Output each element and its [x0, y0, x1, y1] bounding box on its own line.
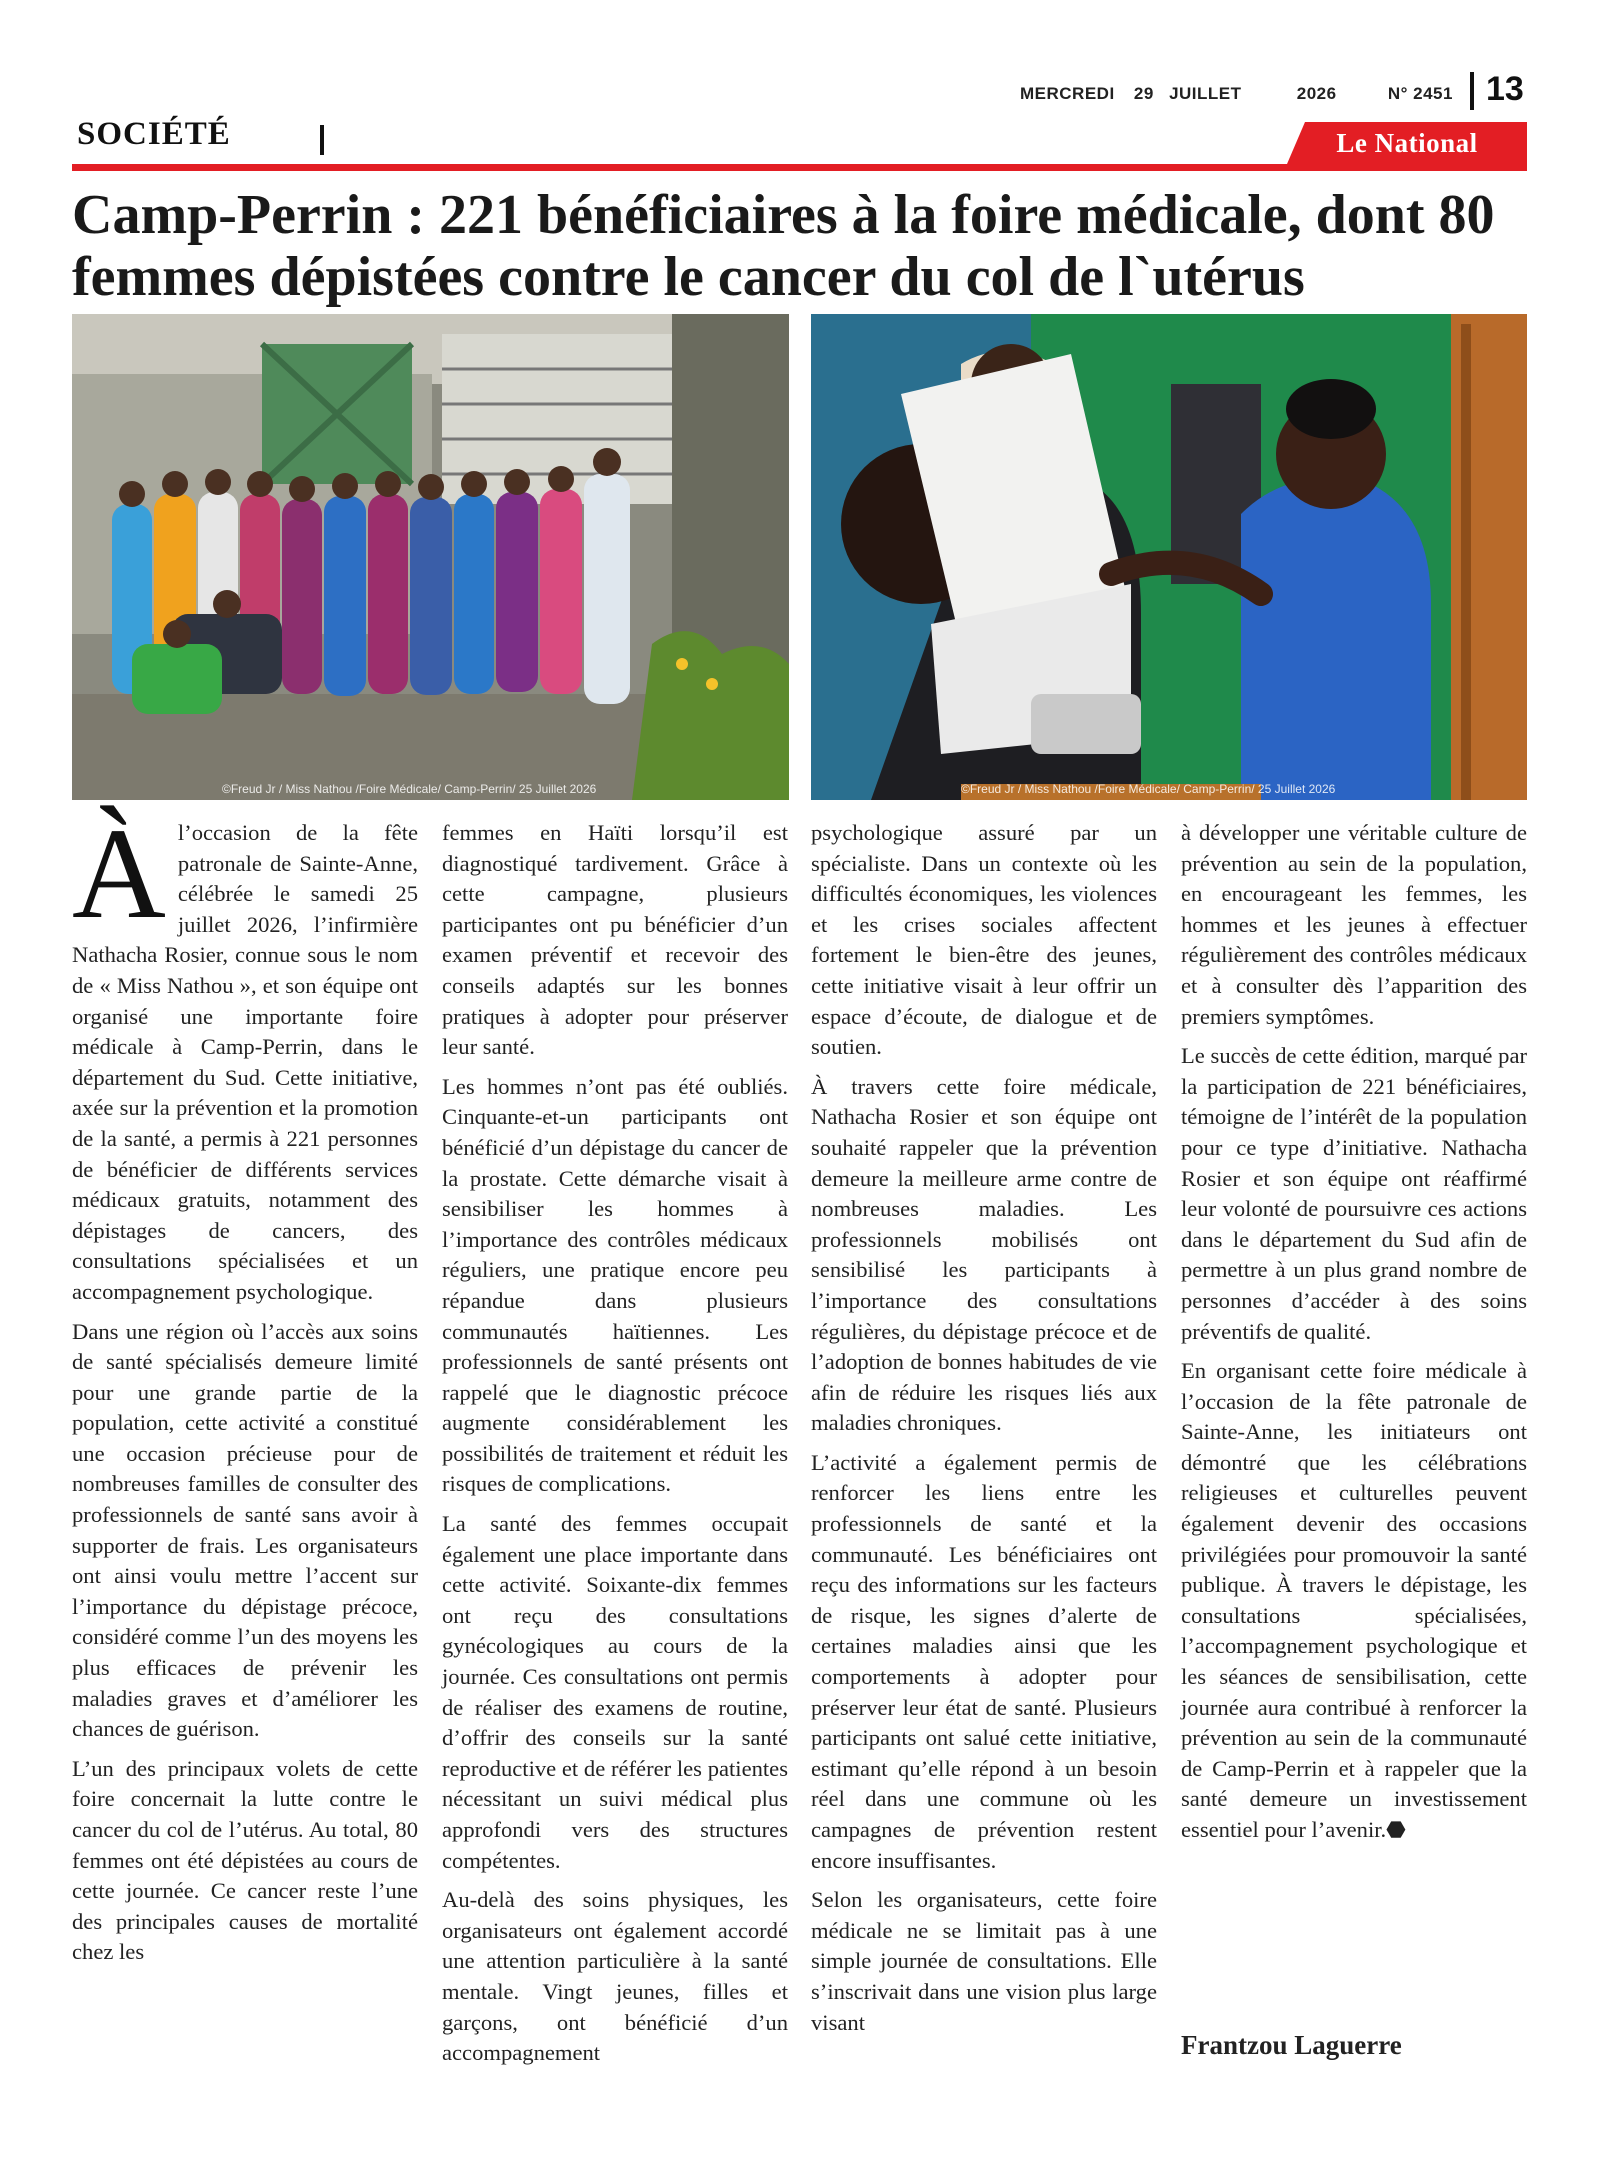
consultation-photo [811, 314, 1527, 800]
photo-credit: ©Freud Jr / Miss Nathou /Foire Médicale/ Camp-Perrin/ 25 Juillet 2026 [222, 782, 597, 796]
photo-credit: ©Freud Jr / Miss Nathou /Foire Médicale/ Camp-Perrin/ 25 Juillet 2026 [961, 782, 1336, 796]
page-number-divider [1470, 72, 1474, 110]
issue-day: MERCREDI [1020, 84, 1115, 103]
article-headline: Camp-Perrin : 221 bénéficiaires à la foire médicale, dont 80 femmes dépistées contre le cancer du col de l`utérus [72, 184, 1495, 308]
end-mark-icon: ⬣ [1386, 1817, 1406, 1842]
author-byline: Frantzou Laguerre [1181, 2030, 1402, 2060]
issue-year: 2026 [1296, 84, 1337, 103]
article-paragraph: Les hommes n’ont pas été oubliés. Cinquante-et-un participants ont bénéficié d’un dépistage du cancer de la prostate. Cette démarche visait à sensibiliser les hommes à l’importance des contrôles médicaux réguliers, une pratique encore peu répandue dans plusieurs communautés haïtiennes. Les professionnels de santé présents ont rappelé que le diagnostic précoce augmente considérablement les possibilités de traitement et réduit les risques de complications. [442, 1073, 788, 1497]
article-column-3 [811, 818, 1157, 2038]
issue-date [1020, 84, 1453, 104]
article-paragraph: L’activité a également permis de renforcer les liens entre les professionnels de santé et la communauté. Les bénéficiaires ont reçu des informations sur les facteurs de risque, les signes d’alerte de certaines maladies ainsi que les comportements à adopter pour préserver leur état de santé. Plusieurs participants ont salué cette initiative, estimant qu’elle répond à un besoin réel dans une commune où les campagnes de prévention restent encore insuffisantes. [811, 1449, 1157, 1873]
article-paragraph: femmes en Haïti lorsqu’il est diagnostiqué tardivement. Grâce à cette campagne, plusieurs participantes ont pu bénéficier d’un examen préventif et recevoir des conseils adaptés sur les bonnes pratiques à adopter pour préserver leur santé. [442, 820, 788, 1060]
article-column-2 [442, 818, 788, 2069]
drop-cap: À [72, 802, 166, 946]
paragraph-text: En organisant cette foire médicale à l’occasion de la fête patronale de Sainte-Anne, les initiateurs ont démontré que les célébrations religieuses et culturelles peuvent également devenir des occasions privilégiées pour promouvoir la santé publique. À travers le dépistage, les consultations spécialisées, l’accompagnement psychologique et les séances de sensibilisation, cette journée aura contribué à renforcer la prévention au sein de la communauté de Camp-Perrin et à rappeler que la santé demeure un investissement essentiel pour l’avenir. [1181, 1358, 1527, 1842]
article-paragraph: À travers cette foire médicale, Nathacha Rosier et son équipe ont souhaité rappeler que la prévention demeure la meilleure arme contre de nombreuses maladies. Les professionnels mobilisés ont sensibilisé les participants à l’importance des consultations régulières, du dépistage précoce et de l’adoption de bonnes habitudes de vie afin de réduire les risques liés aux maladies chroniques. [811, 1073, 1157, 1436]
issue-month: JUILLET [1169, 84, 1242, 103]
issue-number: N° 2451 [1387, 84, 1453, 103]
paragraph-text: l’occasion de la fête patronale de Sainte-Anne, célébrée le samedi 25 juillet 2026, l’infirmière Nathacha Rosier, connue sous le nom de « Miss Nathou », et son équipe ont organisé une importante foire médicale à Camp-Perrin, dans le département du Sud. Cette initiative, axée sur la prévention et la promotion de la santé, a permis à 221 personnes de bénéficier de différents services médicaux gratuits, notamment des dépistages de cancers, des consultations spécialisées et un accompagnement psychologique. [72, 820, 418, 1304]
article-paragraph: psychologique assuré par un spécialiste. Dans un contexte où les difficultés économiques, les violences et les crises sociales affectent fortement le bien-être des jeunes, cette initiative visait à leur offrir un espace d’écoute, de dialogue et de soutien. [811, 820, 1157, 1060]
article-paragraph: La santé des femmes occupait également une place importante dans cette activité. Soixante-dix femmes ont reçu des consultations gynécologiques au cours de la journée. Ces consultations ont permis de réaliser des examens de routine, d’offrir des conseils sur la santé reproductive et de référer les patientes nécessitant un suivi médical plus approfondi vers des structures compétentes. [442, 1511, 788, 1873]
group-photo [72, 314, 789, 800]
article-paragraph: à développer une véritable culture de prévention au sein de la population, en encourageant les femmes, les hommes et les jeunes à effectuer régulièrement des contrôles médicaux et à consulter dès l’apparition des premiers symptômes. [1181, 820, 1527, 1029]
newspaper-brand: Le National [1336, 128, 1478, 158]
header-rule [72, 164, 1527, 171]
article-paragraph [1181, 1356, 1527, 1846]
article-column-4 [1181, 818, 1527, 1846]
article-paragraph: Selon les organisateurs, cette foire médicale ne se limitait pas à une simple journée de consultations. Elle s’inscrivait dans une vision plus large visant [811, 1887, 1157, 2035]
article-paragraph: Au-delà des soins physiques, les organisateurs ont également accordé une attention particulière à la santé mentale. Vingt jeunes, filles et garçons, ont bénéficié d’un accompagnement [442, 1887, 788, 2066]
article-paragraph: Le succès de cette édition, marqué par la participation de 221 bénéficiaires, témoigne de l’intérêt de la population pour ce type d’initiative. Nathacha Rosier et son équipe ont réaffirmé leur volonté de poursuivre ces actions dans le département du Sud afin de permettre à un plus grand nombre de personnes d’accéder à des soins préventifs de qualité. [1181, 1043, 1527, 1344]
issue-date-number: 29 [1133, 84, 1154, 103]
page-number: 13 [1486, 70, 1524, 108]
article-paragraph [72, 802, 418, 1308]
article-paragraph: L’un des principaux volets de cette foire concernait la lutte contre le cancer du col de l’utérus. Au total, 80 femmes ont été dépistées au cours de cette journée. Ce cancer reste l’une des principales causes de mortalité chez les [72, 1755, 418, 1965]
section-divider [320, 125, 324, 155]
article-column-1 [72, 802, 418, 1968]
article-paragraph: Dans une région où l’accès aux soins de santé spécialisés demeure limité pour une grande partie de la population, cette activité a constitué une occasion précieuse pour de nombreuses familles de consulter des professionnels de santé sans avoir à supporter de frais. Les organisateurs ont ainsi voulu mettre l’accent sur l’importance du dépistage précoce, considéré comme l’un des moyens les plus efficaces de prévenir les maladies graves et d’améliorer les chances de guérison. [72, 1318, 418, 1742]
section-label: SOCIÉTÉ [77, 116, 231, 152]
